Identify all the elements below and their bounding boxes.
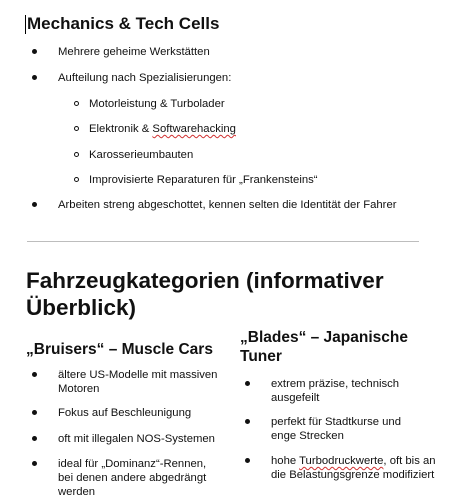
sub-list-item (89, 122, 236, 136)
spellcheck-word: Turbodruckwerte (299, 455, 384, 467)
list-item: Arbeiten streng abgeschottet, kennen selten die Identität der Fahrer (58, 199, 397, 211)
list-item: Mehrere geheime Werkstätten (58, 46, 210, 58)
list-item-text: hohe (271, 455, 300, 467)
sub-list-item: Motorleistung & Turbolader (89, 98, 225, 110)
list-item: Aufteilung nach Spezialisierungen: (58, 72, 232, 84)
heading-blades: „Blades“ – Japanische Tuner (240, 329, 408, 365)
heading-bruisers: „Bruisers“ – Muscle Cars (26, 341, 213, 358)
sub-list-item: Improvisierte Reparaturen für „Frankensteins“ (89, 174, 318, 186)
list-item-text: , oft bis an die Belastungsgrenze modifiziert (271, 455, 436, 481)
list-item: Fokus auf Beschleunigung (58, 407, 192, 419)
sub-list-item-text: Elektronik & (89, 123, 153, 135)
list-item: extrem präzise, technisch ausgefeilt (271, 377, 421, 405)
list-item: perfekt für Stadtkurse und enge Strecken (271, 415, 421, 443)
horizontal-rule (27, 241, 419, 242)
list-item: ältere US-Modelle mit massiven Motoren (58, 369, 218, 395)
heading-mechanics: Mechanics & Tech Cells (27, 14, 220, 33)
list-item: ideal für „Dominanz“-Rennen, bei denen andere abgedrängt werden (58, 457, 218, 499)
list-item (271, 454, 451, 482)
spellcheck-word: Softwarehacking (152, 123, 236, 135)
heading-vehicle-categories: Fahrzeugkategorien (informativer Überblick) (26, 268, 384, 320)
text-cursor (25, 15, 26, 34)
sub-list-item: Karosserieumbauten (89, 149, 194, 161)
list-item: oft mit illegalen NOS-Systemen (58, 433, 215, 445)
